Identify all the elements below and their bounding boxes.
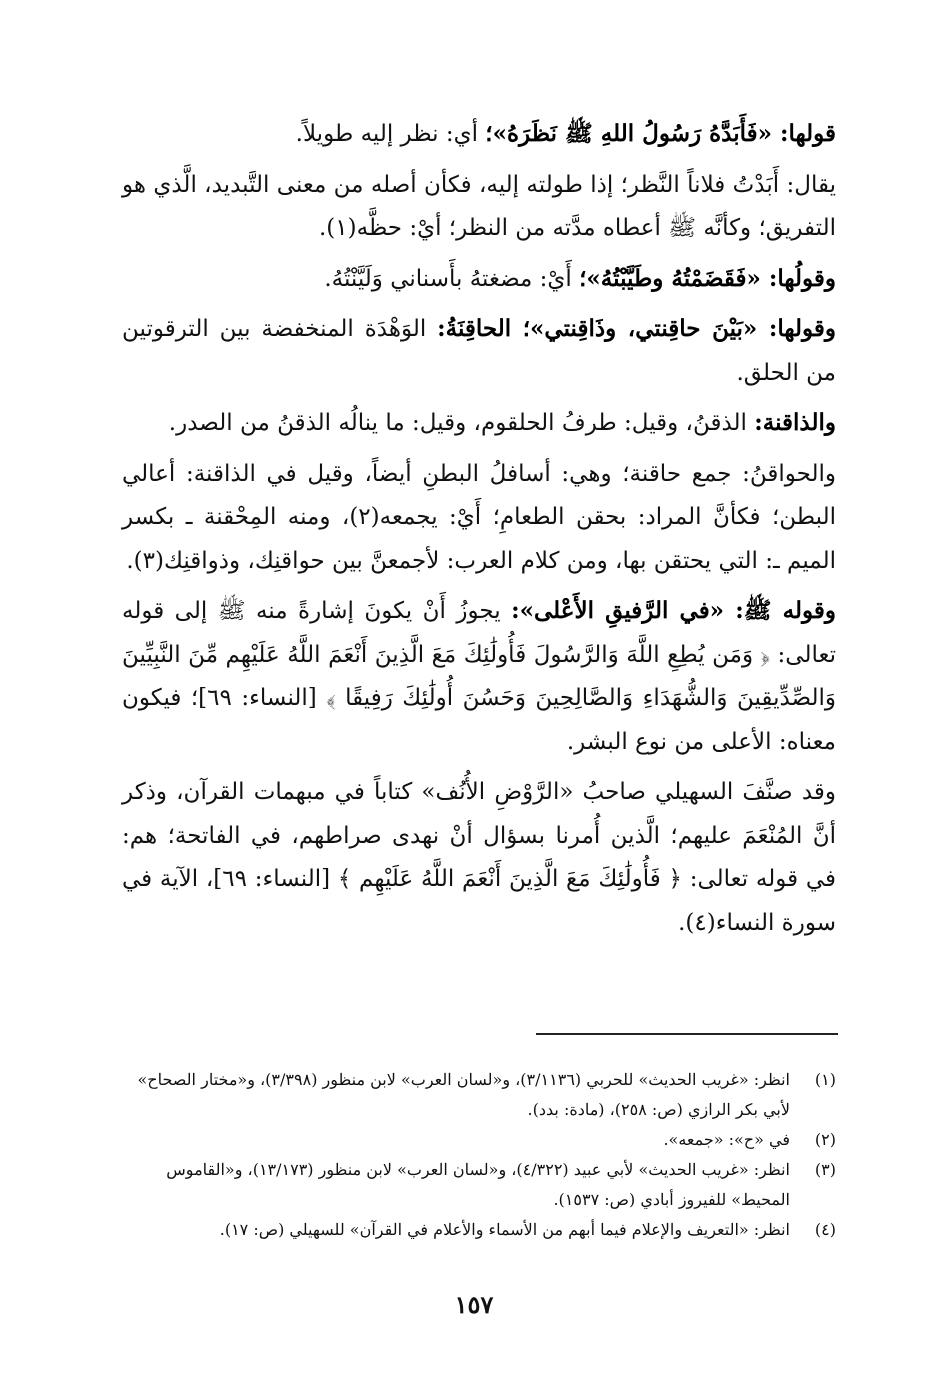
footnote-text: انظر: «غريب الحديث» لأبي عبيد (٤/٣٢٢)، و«لسان العرب» لابن منظور (١٣/١٧٣)، و«القاموس المحيط» للفيروز أبادي (ص: ١٥٣٧). (166, 1160, 790, 1209)
paragraph (122, 112, 836, 157)
paragraph-text: أي: نظر إليه طويلاً. (295, 121, 486, 147)
paragraph-text: وقد صنَّفَ السهيلي صاحبُ «الرَّوْضِ الأُنُف» كتاباً في مبهمات القرآن، وذكر أنَّ المُنْعَمَ عليهم؛ الَّذين أُمرنا بسؤال أنْ نهدى صراطهم، في الفاتحة؛ هم: في قوله تعالى: ﴿ فَأُولَٰئِكَ مَعَ الَّذِينَ أَنْعَمَ اللَّهُ عَلَيْهِم ﴾ [النساء: ٦٩]، الآية في سورة النساء(٤). (122, 779, 836, 936)
footnote-number: (٢) (814, 1130, 836, 1149)
footnote-number: (١) (814, 1070, 836, 1089)
footnote (122, 1155, 836, 1215)
footnote-text: انظر: «التعريف والإعلام فيما أبهم من الأسماء والأعلام في القرآن» للسهيلي (ص: ١٧). (219, 1220, 790, 1239)
footnote (122, 1215, 836, 1245)
footnote (122, 1065, 836, 1125)
footnote-divider (536, 1033, 838, 1035)
page-number: ١٥٧ (454, 1290, 494, 1319)
paragraph-lead: وقولُها: «فَقَضَمْتُهُ وطَيَّبْتُهُ»؛ (579, 264, 836, 292)
paragraph-text: الوَهْدَة المنخفضة بين الترقوتين من الحلق. (122, 316, 836, 386)
paragraph-lead: قولها: «فَأَبَدَّهُ رَسُولُ اللهِ ﷺ نَظَرَهُ»؛ (485, 120, 836, 147)
main-text (122, 112, 836, 951)
paragraph-text: الذقنُ، وقيل: طرفُ الحلقوم، وقيل: ما ينالُه الذقنُ من الصدر. (168, 410, 755, 436)
paragraph-lead: وقولها: «بَيْنَ حاقِنتي، وذَاقِنتي»؛ الحاقِنَةُ: (437, 315, 836, 342)
paragraph-text: يجوزُ أَنْ يكونَ إشارةً منه ﷺ إلى قوله تعالى: ﴿ وَمَن يُطِعِ اللَّهَ وَالرَّسُولَ فَأُولَٰئِكَ مَعَ الَّذِينَ أَنْعَمَ اللَّهُ عَلَيْهِم مِّنَ النَّبِيِّينَ وَالصِّدِّيقِينَ وَالشُّهَدَاءِ وَالصَّالِحِينَ وَحَسُنَ أُولَٰئِكَ رَفِيقًا ﴾ [النساء: ٦٩]؛ فيكون معناه: الأعلى من نوع البشر. (122, 598, 836, 755)
paragraph (122, 452, 836, 584)
footnote (122, 1125, 836, 1155)
paragraph-text: أَيْ: مضغتهُ بأَسناني وَلَيَّنْتُهُ. (324, 265, 580, 292)
paragraph (122, 163, 836, 251)
footnote-text: انظر: «غريب الحديث» للحربي (٣/١١٣٦)، و«لسان العرب» لابن منظور (٣/٣٩٨)، و«مختار الصحاح» لأبي بكر الرازي (ص: ٢٥٨)، (مادة: بدد). (137, 1070, 790, 1119)
footnote-number: (٤) (814, 1220, 836, 1239)
paragraph-lead: وقوله ﷺ: «في الرَّفيقِ الأَعْلى»: (511, 597, 836, 624)
paragraph (122, 307, 836, 395)
footnotes (122, 1065, 836, 1245)
paragraph (122, 257, 836, 302)
footnote-number: (٣) (814, 1160, 836, 1179)
paragraph-lead: والذاقنة: (754, 409, 836, 436)
paragraph (122, 589, 836, 764)
paragraph-text: يقال: أَبَدْتُ فلاناً النَّظر؛ إذا طولته إليه، فكأن أصله من معنى التَّبديد، الَّذي هو التفريق؛ وكأنَّه ﷺ أعطاه مدَّته من النظر؛ أيْ: حظَّه(١). (122, 171, 836, 241)
paragraph-text: والحواقنُ: جمع حاقنة؛ وهي: أسافلُ البطنِ أيضاً، وقيل في الذاقنة: أعالي البطن؛ فكأنَّ المراد: بحقن الطعامِ؛ أَيْ: يجمعه(٢)، ومنه المِحْقنة ـ بكسر الميم ـ: التي يحتقن بها، ومن كلام العرب: لأجمعنَّ بين حواقنِك، وذواقنِك(٣). (122, 460, 836, 574)
paragraph (122, 770, 836, 945)
footnote-text: في «ح»: «جمعه». (663, 1130, 790, 1149)
paragraph (122, 401, 836, 446)
